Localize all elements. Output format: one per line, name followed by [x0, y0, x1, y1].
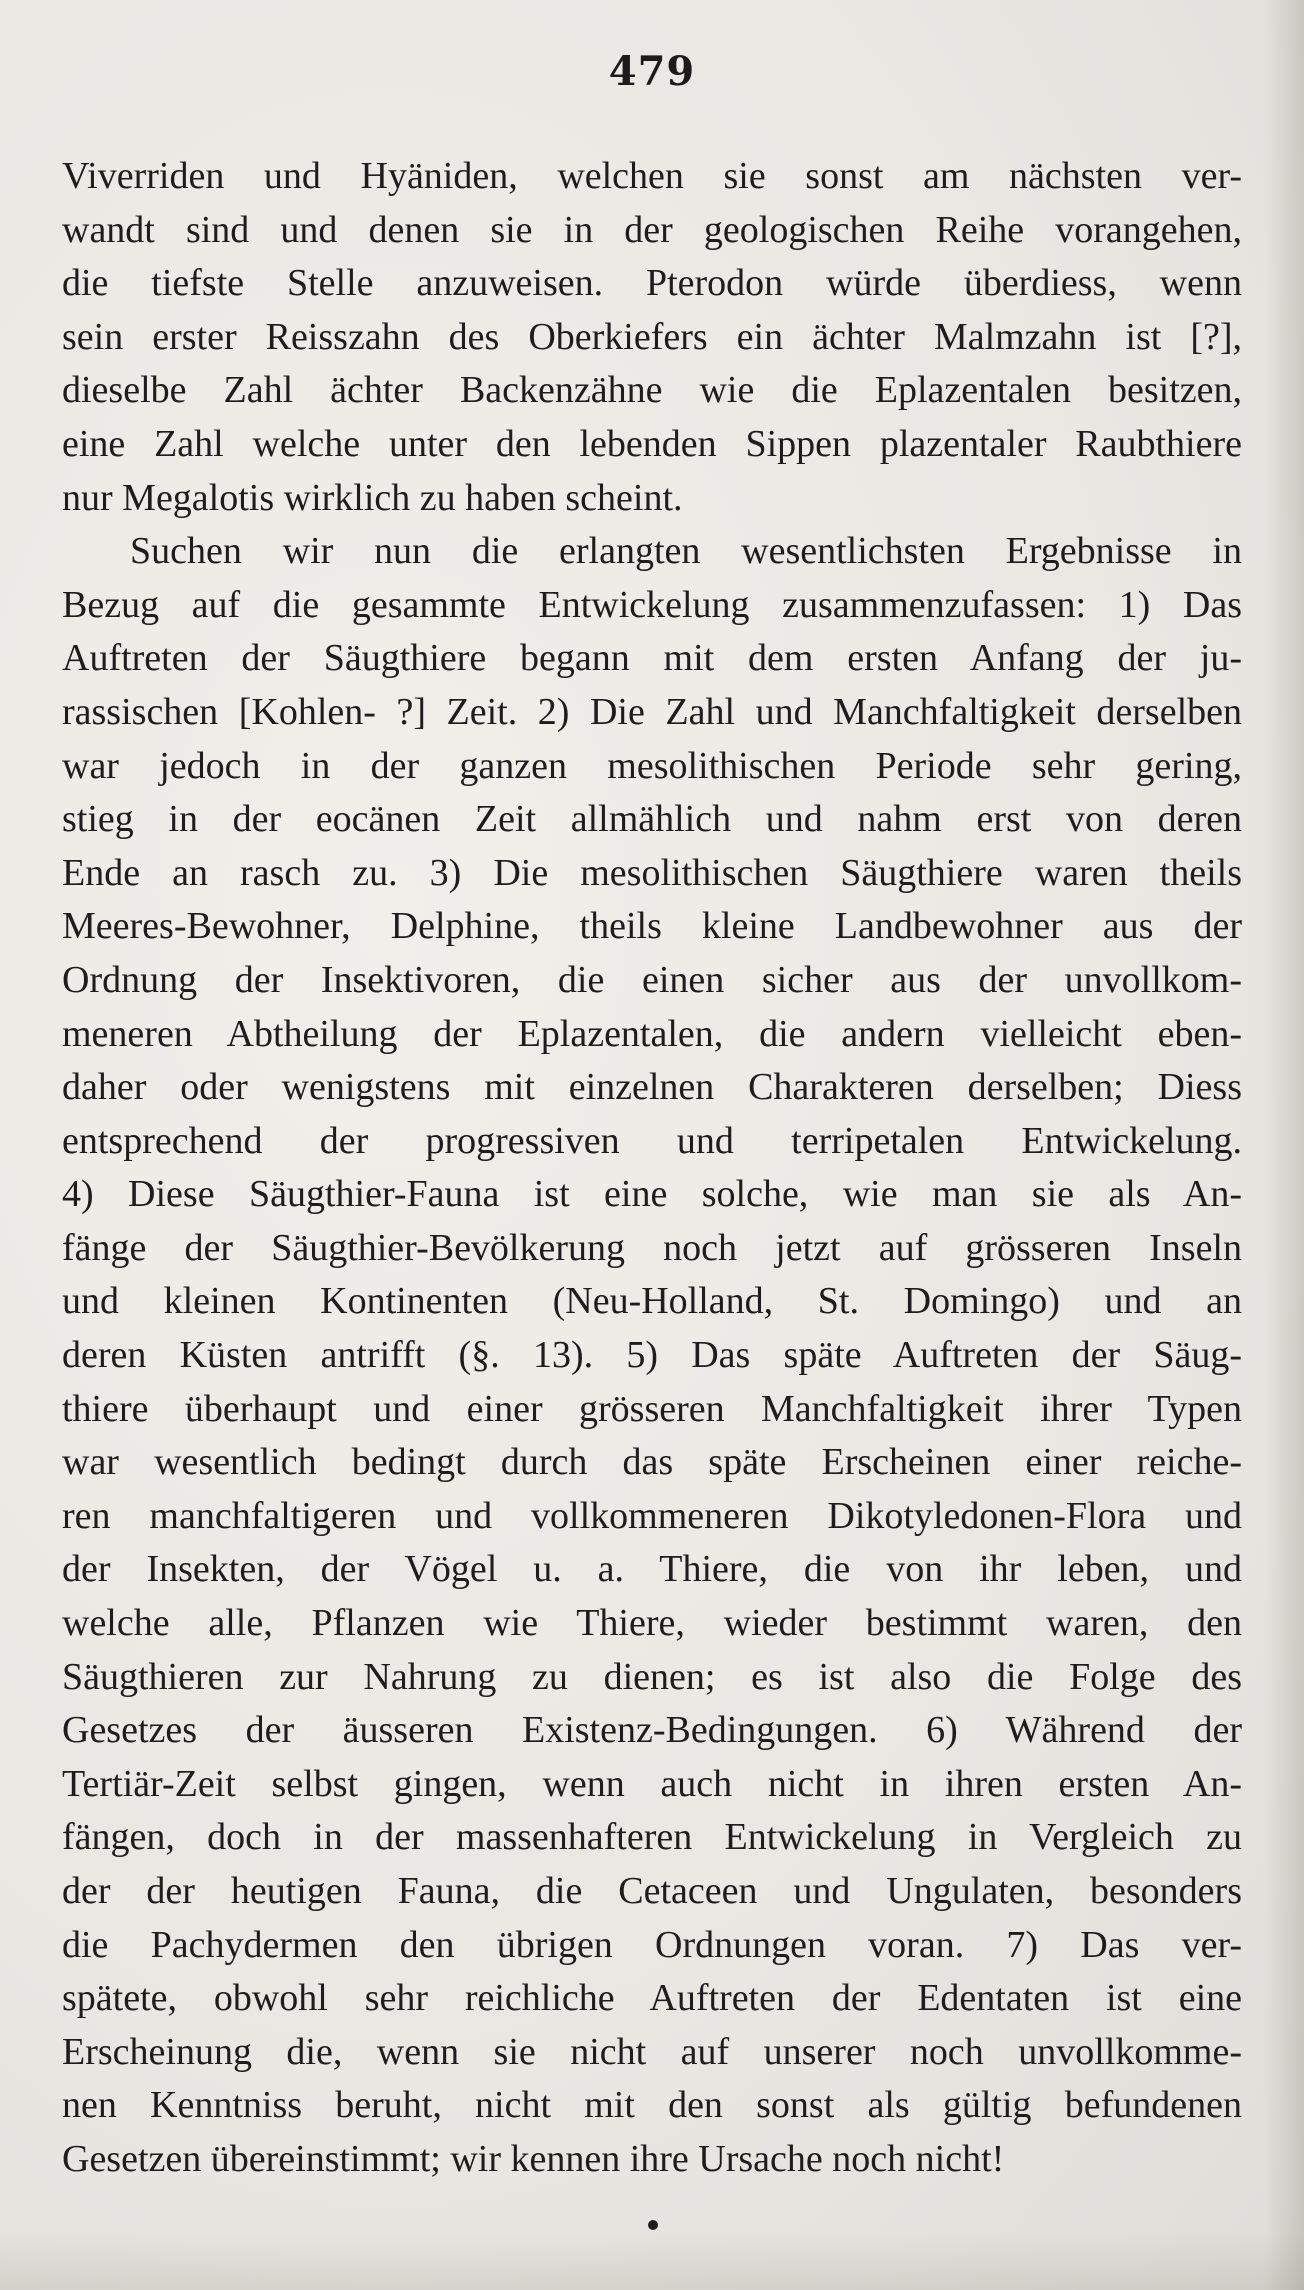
text-line: entsprechend der progressiven und terripetalen Entwickelung.	[62, 1119, 1242, 1162]
text-line: Viverriden und Hyäniden, welchen sie sonst am nächsten ver-	[62, 155, 1242, 197]
text-line: rassischen [Kohlen- ?] Zeit. 2) Die Zahl und Manchfaltigkeit derselben	[62, 690, 1242, 733]
body-text	[62, 150, 1242, 2187]
text-line: nur Megalotis wirklich zu haben scheint.	[62, 476, 683, 519]
text-line: stieg in der eocänen Zeit allmählich und nahm erst von deren	[62, 798, 1242, 841]
text-line: Ende an rasch zu. 3) Die mesolithischen Säugthiere waren theils	[62, 851, 1242, 894]
text-line: 4) Diese Säugthier-Fauna ist eine solche, wie man sie als An-	[62, 1173, 1242, 1216]
text-line: der Insekten, der Vögel u. a. Thiere, die von ihr leben, und	[62, 1548, 1242, 1591]
text-line: der der heutigen Fauna, die Cetaceen und Ungulaten, besonders	[62, 1870, 1242, 1912]
text-line: spätete, obwohl sehr reichliche Auftreten der Edentaten ist eine	[62, 1977, 1242, 2020]
text-line: Gesetzes der äusseren Existenz-Bedingungen. 6) Während der	[62, 1709, 1242, 1752]
text-line: dieselbe Zahl ächter Backenzähne wie die Eplazentalen besitzen,	[62, 369, 1242, 412]
text-line: war wesentlich bedingt durch das späte Erscheinen einer reiche-	[62, 1441, 1242, 1484]
text-line: eine Zahl welche unter den lebenden Sippen plazentaler Raubthiere	[62, 422, 1242, 465]
text-line: thiere überhaupt und einer grösseren Manchfaltigkeit ihrer Typen	[62, 1387, 1242, 1430]
text-line: die Pachydermen den übrigen Ordnungen voran. 7) Das ver-	[62, 1923, 1242, 1966]
text-line: welche alle, Pflanzen wie Thiere, wieder bestimmt waren, den	[62, 1602, 1242, 1645]
text-line: war jedoch in der ganzen mesolithischen Periode sehr gering,	[62, 744, 1242, 787]
text-line: meneren Abtheilung der Eplazentalen, die andern vielleicht eben-	[62, 1012, 1242, 1055]
text-line: fänge der Säugthier-Bevölkerung noch jetzt auf grösseren Inseln	[62, 1226, 1242, 1269]
text-line: Säugthieren zur Nahrung zu dienen; es ist also die Folge des	[62, 1655, 1242, 1698]
page-bottom-shadow	[0, 2230, 1304, 2290]
text-line: Ordnung der Insektivoren, die einen sicher aus der unvollkom-	[62, 958, 1242, 1001]
footer-dot	[648, 2220, 658, 2230]
page-number: 479	[608, 48, 696, 95]
text-line: daher oder wenigstens mit einzelnen Charakteren derselben; Diess	[62, 1066, 1242, 1109]
text-line: fängen, doch in der massenhafteren Entwickelung in Vergleich zu	[62, 1816, 1242, 1859]
text-line: wandt sind und denen sie in der geologischen Reihe vorangehen,	[62, 208, 1242, 251]
text-line: deren Küsten antrifft (§. 13). 5) Das späte Auftreten der Säug-	[62, 1334, 1242, 1377]
text-line: Gesetzen übereinstimmt; wir kennen ihre Ursache noch nicht!	[62, 2137, 1005, 2180]
text-line: Auftreten der Säugthiere begann mit dem ersten Anfang der ju-	[62, 637, 1242, 680]
text-line: Meeres-Bewohner, Delphine, theils kleine Landbewohner aus der	[62, 905, 1242, 948]
text-line: ren manchfaltigeren und vollkommeneren Dikotyledonen-Flora und	[62, 1494, 1242, 1537]
text-line: sein erster Reisszahn des Oberkiefers ein ächter Malmzahn ist [?],	[62, 315, 1242, 358]
text-line: nen Kenntniss beruht, nicht mit den sonst als gültig befundenen	[62, 2084, 1242, 2127]
page-edge-shadow	[1264, 0, 1304, 2290]
text-line: Suchen wir nun die erlangten wesentlichsten Ergebnisse in	[130, 530, 1242, 573]
text-line: Erscheinung die, wenn sie nicht auf unserer noch unvollkomme-	[62, 2030, 1242, 2073]
text-line: und kleinen Kontinenten (Neu-Holland, St. Domingo) und an	[62, 1280, 1242, 1323]
text-line: die tiefste Stelle anzuweisen. Pterodon würde überdiess, wenn	[62, 262, 1242, 305]
text-line: Bezug auf die gesammte Entwickelung zusammenzufassen: 1) Das	[62, 583, 1242, 626]
text-line: Tertiär-Zeit selbst gingen, wenn auch nicht in ihren ersten An-	[62, 1762, 1242, 1805]
